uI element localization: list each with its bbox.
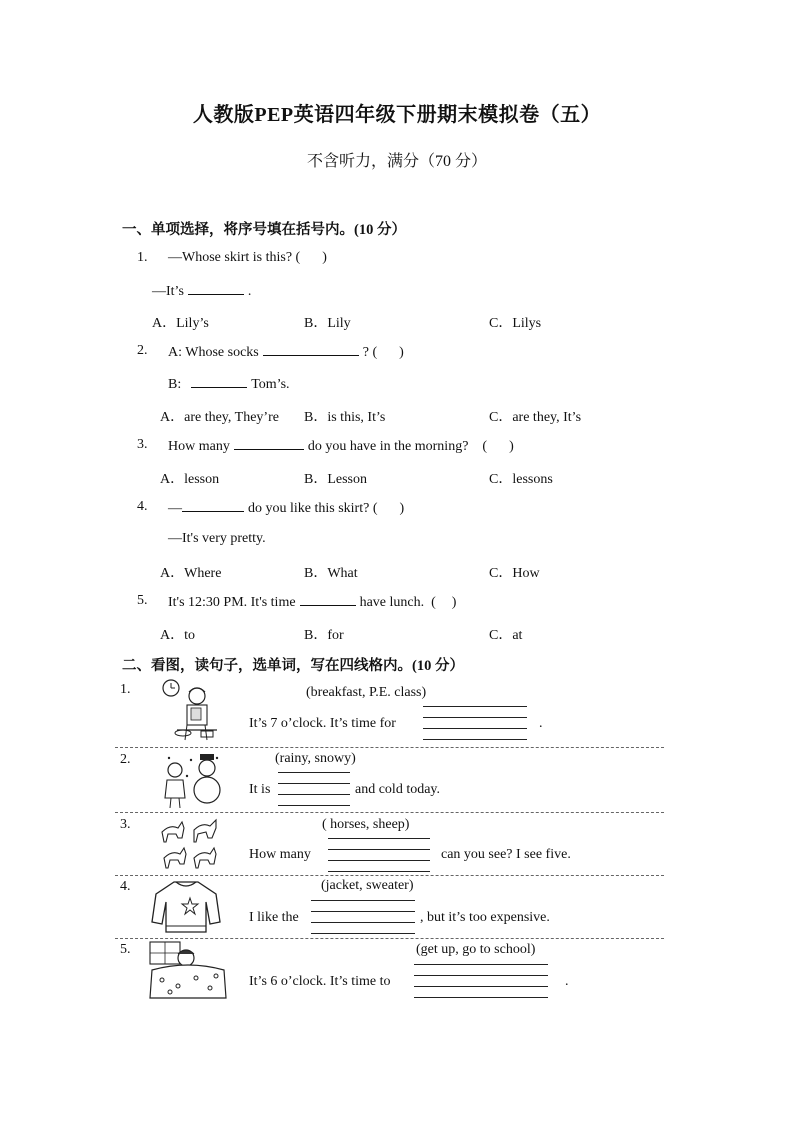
item5-end: . [565,974,569,989]
q2-blank-1[interactable] [263,343,359,356]
item2-sentence: It is [249,782,271,797]
item4-number: 4. [120,879,131,894]
item2-options: (rainy, snowy) [275,751,356,766]
q3-option-c: C．lessons [489,472,553,487]
q2-paren-close: ) [399,345,404,360]
q4-number: 4. [137,499,148,514]
q4-option-a: A．Where [160,566,222,581]
item5-options: (get up, go to school) [416,942,536,957]
q5-option-b: B．for [304,628,344,643]
item1-number: 1. [120,682,131,697]
q3-paren-open: ( [482,439,488,454]
q3-number: 3. [137,437,148,452]
q1-option-a: A．Lily’s [152,316,209,331]
q1-stem [168,250,327,266]
q2-blank-2[interactable] [191,375,247,388]
item5-writing-lines[interactable] [414,964,548,998]
item4-sentence: I like the [249,910,299,925]
q3-stem-text: How many [168,439,230,454]
item2-writing-lines[interactable] [278,772,350,806]
item1-end: . [539,716,543,731]
page-title: 人教版PEP英语四年级下册期末模拟卷（五） [192,104,602,126]
q2-stem-text: A: Whose socks [168,345,259,360]
q3-paren-close: ) [509,439,514,454]
q3-option-b: B．Lesson [304,472,367,487]
item3-end: can you see? I see five. [441,847,571,862]
item5-sentence: It’s 6 o’clock. It’s time to [249,974,391,989]
q5-option-c: C．at [489,628,523,643]
item3-sentence: How many [249,847,311,862]
horses-picture [158,814,224,872]
divider-3 [115,875,664,876]
q4-option-b: B．What [304,566,358,581]
q2-reply-text: Tom’s. [251,377,290,392]
q1-number: 1. [137,250,148,265]
q4-tail: do you like this skirt? ( [248,501,378,516]
q5-tail: have lunch. [359,595,425,610]
q2-number: 2. [137,343,148,358]
q3-option-a: A．lesson [160,472,220,487]
sweater-picture [150,878,222,934]
page-subtitle: 不含听力，满分（70 分） [306,153,487,170]
breakfast-picture [157,678,219,742]
divider-2 [115,812,664,813]
q2-stem [168,343,404,361]
q4-stem-text: — [168,501,182,516]
q3-stem [168,437,514,455]
q1-blank[interactable] [188,282,244,295]
q4-option-c: C．How [489,566,540,581]
q5-stem [168,593,456,611]
item1-sentence: It’s 7 o’clock. It’s time for [249,716,396,731]
section2-heading: 二、看图，读句子，选单词，写在四线格内。(10 分） [122,658,464,674]
q4-line2: —It's very pretty. [168,531,266,546]
q1-option-b: B．Lily [304,316,351,331]
q5-option-a: A．to [160,628,195,643]
q1-reply-text: —It’s [152,284,184,299]
item4-options: (jacket, sweater) [321,878,414,893]
item1-options: (breakfast, P.E. class) [306,685,427,700]
q1-line2 [152,282,251,300]
q2-tail: ? ( [362,345,378,360]
q5-number: 5. [137,593,148,608]
q2-option-b: B．is this, It’s [304,410,386,425]
item5-number: 5. [120,942,131,957]
item4-end: , but it’s too expensive. [420,910,550,925]
section1-heading: 一、单项选择，将序号填在括号内。(10 分） [122,222,406,238]
q2-option-c: C．are they, It’s [489,410,582,425]
q4-stem [168,499,404,517]
q1-dot: . [247,284,252,299]
q2-option-a: A．are they, They’re [160,410,279,425]
q3-tail: do you have in the morning? [307,439,469,454]
item4-writing-lines[interactable] [311,900,415,934]
snowman-picture [161,752,223,810]
q2-reply-label: B: [168,377,182,392]
q1-stem-text: —Whose skirt is this? ( [168,250,301,265]
item2-number: 2. [120,752,131,767]
q5-stem-text: It's 12:30 PM. It's time [168,595,296,610]
q1-option-c: C．Lilys [489,316,542,331]
q1-paren-close: ) [322,250,327,265]
q2-line2 [168,375,290,393]
q5-blank[interactable] [300,593,356,606]
item3-writing-lines[interactable] [328,838,430,872]
q3-blank[interactable] [234,437,304,450]
item2-end: and cold today. [355,782,441,797]
item3-options: ( horses, sheep) [322,817,410,832]
q4-blank[interactable] [182,499,244,512]
item1-writing-lines[interactable] [423,706,527,740]
q5-paren-open: ( [431,595,436,610]
divider-1 [115,747,664,748]
bed-picture [148,940,228,1000]
q4-paren-close: ) [399,501,405,516]
divider-4 [115,938,664,939]
q5-paren-close: ) [451,595,457,610]
item3-number: 3. [120,817,131,832]
